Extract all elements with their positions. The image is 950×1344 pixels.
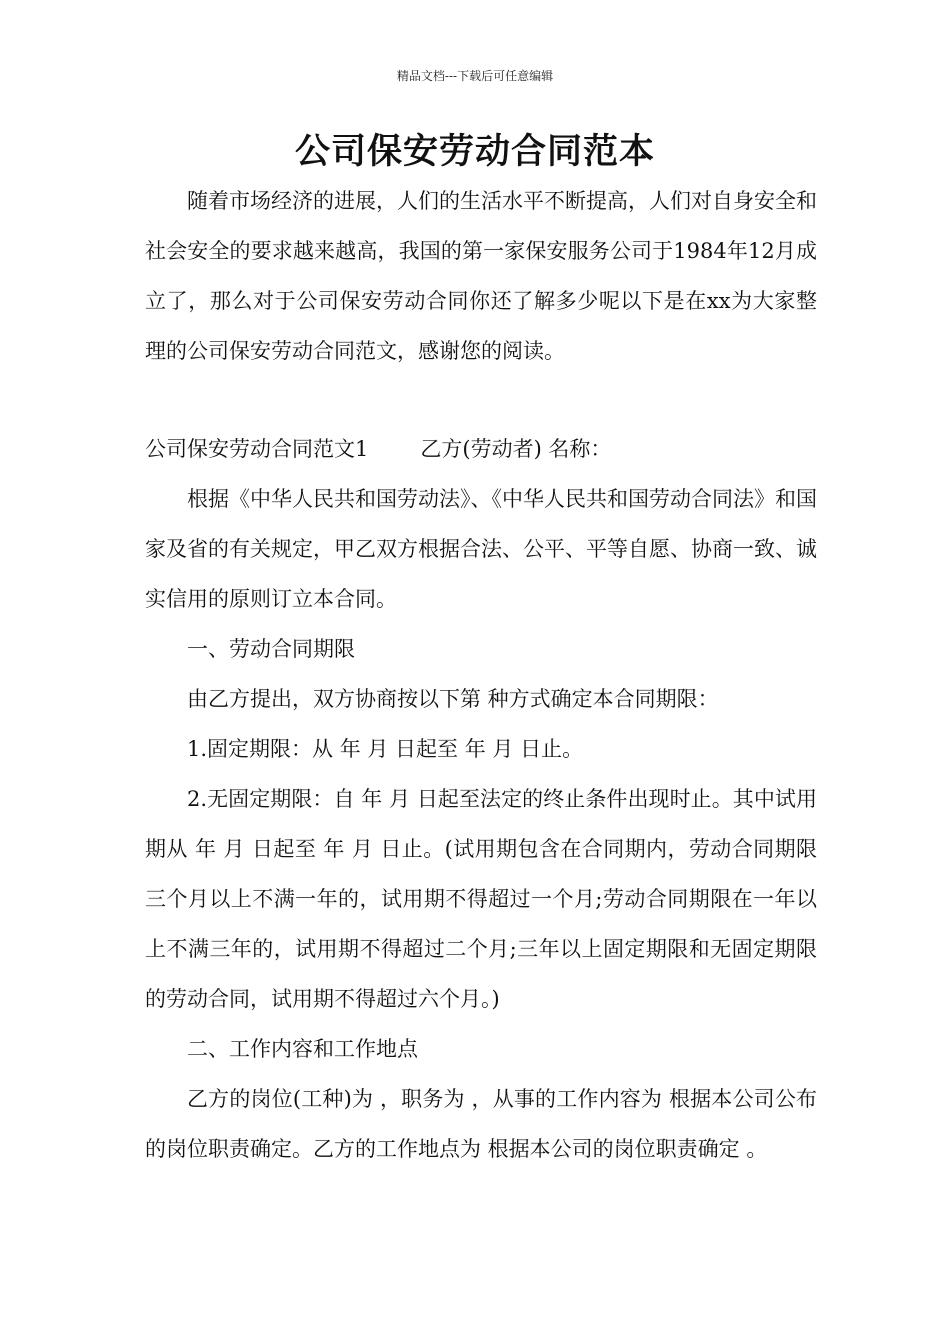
page-header-note: 精品文档---下载后可任意编辑 <box>396 69 554 83</box>
term-intro-paragraph: 由乙方提出，双方协商按以下第 种方式确定本合同期限： <box>187 687 719 711</box>
heading-work-content: 二、工作内容和工作地点 <box>187 1037 418 1061</box>
open-term-paragraph: 2.无固定期限：自 年 月 日起至法定的终止条件出现时止。其中试用期从 年 月 日起至 年 月 日止。(试用期包含在合同期内，劳动合同期限三个月以上不满一年的，试用期不得超过一个月;劳动合同期限在一年以上不满三年的，试用期不得超过二个月;三年以上固定期限和无固定期限的劳动合同，试用期不得超过六个月。) <box>145 787 817 1011</box>
document-title: 公司保安劳动合同范本 <box>294 132 655 172</box>
fixed-term-paragraph: 1.固定期限：从 年 月 日起至 年 月 日止。 <box>187 737 584 761</box>
party-b-label: 乙方(劳动者) 名称： <box>420 437 612 461</box>
job-content-paragraph: 乙方的岗位(工种)为 ，职务为 ，从事的工作内容为 根据本公司公布的岗位职责确定。乙方的工作地点为 根据本公司的岗位职责确定 。 <box>145 1087 817 1161</box>
heading-contract-term: 一、劳动合同期限 <box>187 637 355 661</box>
document-body <box>145 176 817 1174</box>
section-label: 公司保安劳动合同范文1 <box>145 437 369 461</box>
legal-basis-paragraph: 根据《中华人民共和国劳动法》、《中华人民共和国劳动合同法》和国家及省的有关规定，甲乙双方根据合法、公平、平等自愿、协商一致、诚实信用的原则订立本合同。 <box>145 487 817 611</box>
paragraph-gap <box>145 376 817 424</box>
section-line <box>145 424 817 474</box>
intro-paragraph: 随着市场经济的进展，人们的生活水平不断提高，人们对自身安全和社会安全的要求越来越高，我国的第一家保安服务公司于1984年12月成立了，那么对于公司保安劳动合同你还了解多少呢以下是在xx为大家整理的公司保安劳动合同范文，感谢您的阅读。 <box>145 189 817 363</box>
